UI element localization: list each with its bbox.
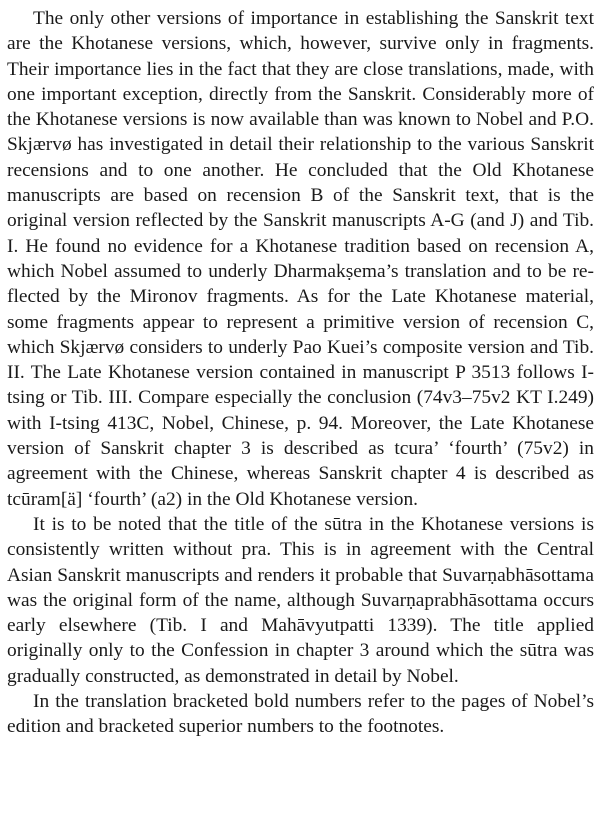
paragraph-sutra-title [7,512,594,689]
text-segment-italic: KT [516,387,542,409]
text-segment: . This is in agreement with the Central Asian Sanskrit manuscripts and renders it probable that Suvarṇabhāsottama was the original form of the name, although Suvarṇa [7,539,594,611]
text-segment: ‘fourth’ (a2) in the Old Khotanese version. [82,488,419,510]
text-segment-italic: pra [241,539,267,561]
text-segment: I.249) with I-tsing 413C, Nobel, Chinese, p. 94. Moreover, the Late Khotanese version of Sanskrit chapter 3 is described as [7,387,594,460]
text-segment-italic: tcūram[ä] [7,488,83,510]
text-segment: It is to be noted that the title of the sūtra in the Khotanese versions is consistently written without [7,513,594,561]
paragraph-khotanese-versions [7,6,594,512]
text-segment: In the translation bracketed bold numbers refer to the pages of Nobel’s edition and bracketed superior numbers to the footnotes. [7,691,594,738]
text-segment: The only other versions of importance in establishing the Sanskrit text are the Khotanese versions, which, however, survive only in fragments. Their importance lies in the fact that they are close translations, made, with one important exception, directly from the Sanskrit. Considerably more of the Khotanese versions is now available than was known to Nobel and P.O. Skjærvø has investigated in detail their relationship to the various Sanskrit recensions and to one another. He concluded that the Old Khotanese manuscripts are based on recension B of the Sanskrit text, that is the original version reflected by the Sanskrit manuscripts A-G (and J) and Tib. I. He found no evidence for a Khotanese tradition based on recension A, which Nobel assumed to underly Dharmakṣema’s translation and to be reflected by the Mironov fragments. As for the Late Khotanese material, some fragments appear to represent a primitive version of recension C, which Skjærvø considers to underly Pao Kuei’s composite version and Tib. II. The Late Khotanese version contained in manuscript P 3513 follows I-tsing or Tib. III. Compare especially the conclusion (74v3–75v2 [7,8,594,409]
text-segment: bhāsottama occurs early elsewhere (Tib. I and Mahāvyutpatti 1339). The title applied originally only to the Confession in chapter 3 around which the sūtra was gradually constructed, as demonstrated in detail by Nobel. [7,589,595,687]
text-segment-italic: tcura’ [394,438,439,460]
paragraph-translation-note [7,689,594,740]
text-segment-italic: pra [424,589,450,611]
text-segment: ‘fourth’ (75v2) in agreement with the Chinese, whereas Sanskrit chapter 4 is described as [7,438,594,485]
